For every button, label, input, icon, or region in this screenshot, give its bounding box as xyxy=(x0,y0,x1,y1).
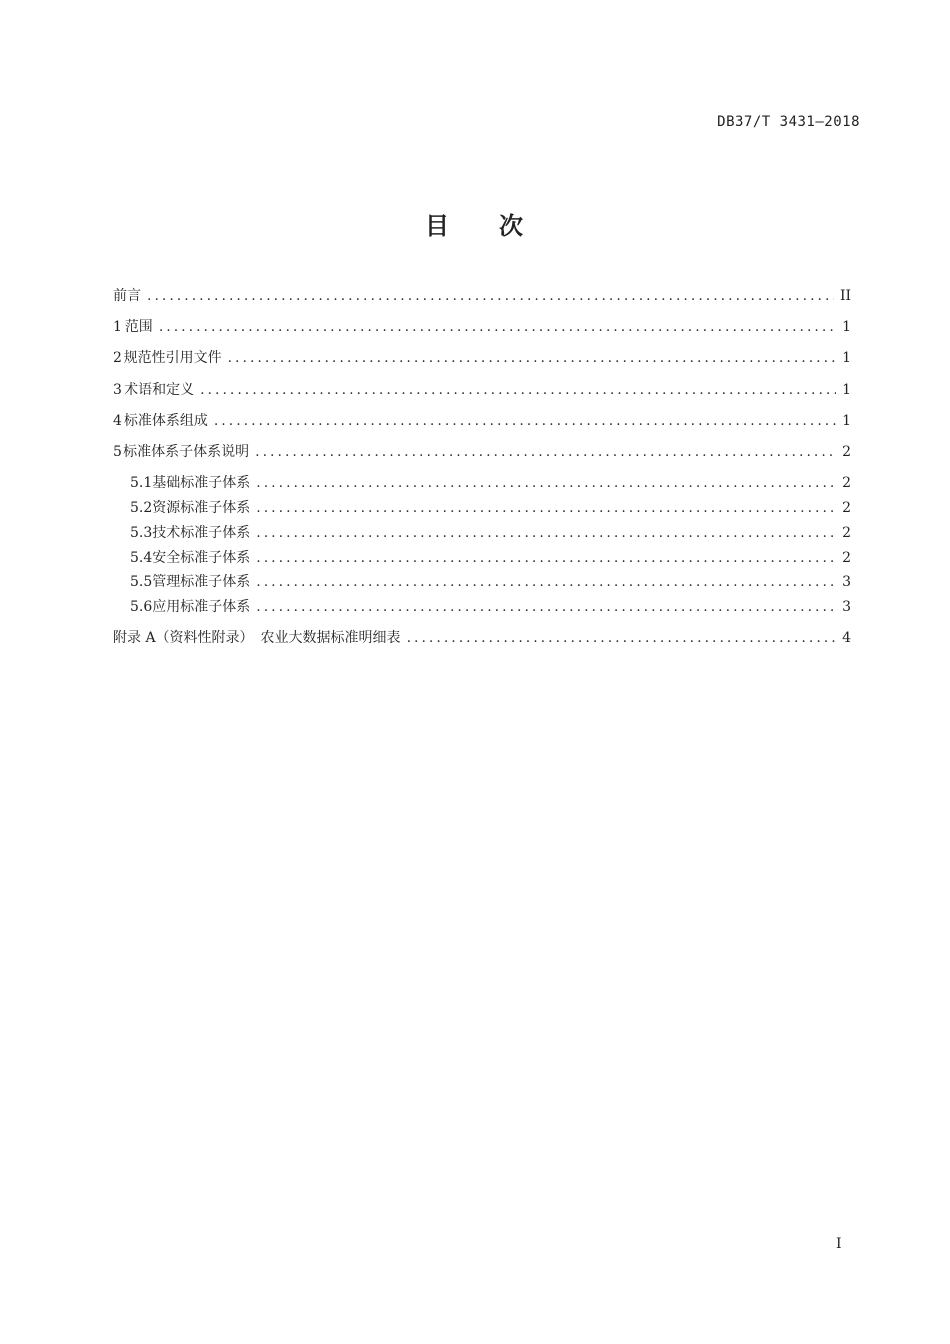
toc-entry-terms-definitions[interactable] xyxy=(113,380,851,411)
toc-leader-dots xyxy=(256,572,836,592)
toc-leader-dots xyxy=(214,411,836,431)
toc-entry-number: 1 xyxy=(113,319,122,336)
toc-entry-label: 基础标准子体系 xyxy=(152,475,251,492)
toc-entry-number: 5.1 xyxy=(130,475,153,492)
toc-leader-dots xyxy=(256,498,836,518)
toc-leader-dots xyxy=(256,548,836,568)
toc-leader-dots xyxy=(147,286,834,306)
toc-entry-page: 2 xyxy=(842,475,851,492)
toc-entry-number: 5 xyxy=(113,443,122,460)
toc-leader-dots xyxy=(228,348,836,368)
toc-entry-page: 2 xyxy=(842,549,851,566)
toc-entry-page: II xyxy=(839,288,851,304)
toc-entry-system-composition[interactable] xyxy=(113,411,851,442)
toc-entry-page: 1 xyxy=(842,412,851,429)
toc-entry-page: 1 xyxy=(842,319,851,336)
toc-entry-number: 5.6 xyxy=(130,599,153,616)
standard-code: DB37/T 3431—2018 xyxy=(717,114,860,130)
toc-title-char-2: 次 xyxy=(499,212,525,240)
toc-entry-label: 标准体系组成 xyxy=(123,412,208,429)
toc-entry-label: 附录 A（资料性附录） 农业大数据标准明细表 xyxy=(113,630,401,647)
toc-entry-subsystem-description[interactable] xyxy=(113,442,851,473)
toc-leader-dots xyxy=(256,597,836,617)
toc-entry-label: 资源标准子体系 xyxy=(152,499,251,516)
toc-entry-basic-subsystem[interactable] xyxy=(113,473,851,498)
toc-entry-label: 术语和定义 xyxy=(124,381,195,398)
toc-title xyxy=(0,206,950,241)
toc-entry-security-subsystem[interactable] xyxy=(113,548,851,573)
toc-entry-page: 2 xyxy=(842,499,851,516)
toc-leader-dots xyxy=(256,523,836,543)
toc-leader-dots xyxy=(255,442,836,462)
toc-leader-dots xyxy=(256,473,836,493)
toc-title-char-1: 目 xyxy=(425,212,451,240)
toc-entry-label: 前言 xyxy=(113,288,141,304)
toc-leader-dots xyxy=(159,317,836,337)
toc-entry-number: 3 xyxy=(113,381,122,398)
toc-entry-number: 5.4 xyxy=(130,549,153,566)
toc-entry-label: 范围 xyxy=(124,319,153,336)
toc-entry-appendix-a[interactable] xyxy=(113,628,851,659)
toc-entry-page: 3 xyxy=(842,574,851,591)
toc-entry-number: 2 xyxy=(113,350,122,367)
toc-entry-label: 标准体系子体系说明 xyxy=(123,443,250,460)
page-number: I xyxy=(836,1236,842,1252)
toc-entry-number: 5.5 xyxy=(130,574,153,591)
toc-entry-resource-subsystem[interactable] xyxy=(113,498,851,523)
toc-entry-page: 3 xyxy=(842,599,851,616)
toc-leader-dots xyxy=(407,628,837,648)
toc-entry-page: 1 xyxy=(842,350,851,367)
toc-entry-application-subsystem[interactable] xyxy=(113,597,851,628)
toc-entry-label: 安全标准子体系 xyxy=(152,549,251,566)
toc-leader-dots xyxy=(200,380,836,400)
toc-entry-label: 规范性引用文件 xyxy=(123,350,222,367)
toc-entry-page: 2 xyxy=(842,443,851,460)
toc-entry-normative-references[interactable] xyxy=(113,348,851,379)
toc-entry-number: 5.3 xyxy=(130,524,153,541)
toc-entry-number: 4 xyxy=(113,412,122,429)
toc-entry-number: 5.2 xyxy=(130,499,153,516)
toc-entry-page: 1 xyxy=(842,381,851,398)
toc-entry-page: 2 xyxy=(842,524,851,541)
toc-entry-label: 管理标准子体系 xyxy=(152,574,251,591)
toc-entry-label: 应用标准子体系 xyxy=(152,599,251,616)
toc-entry-technical-subsystem[interactable] xyxy=(113,523,851,548)
toc-entry-scope[interactable] xyxy=(113,317,851,348)
table-of-contents xyxy=(113,286,851,659)
toc-entry-foreword[interactable] xyxy=(113,286,851,317)
toc-entry-label: 技术标准子体系 xyxy=(152,524,251,541)
toc-entry-page: 4 xyxy=(842,630,851,647)
toc-entry-management-subsystem[interactable] xyxy=(113,572,851,597)
